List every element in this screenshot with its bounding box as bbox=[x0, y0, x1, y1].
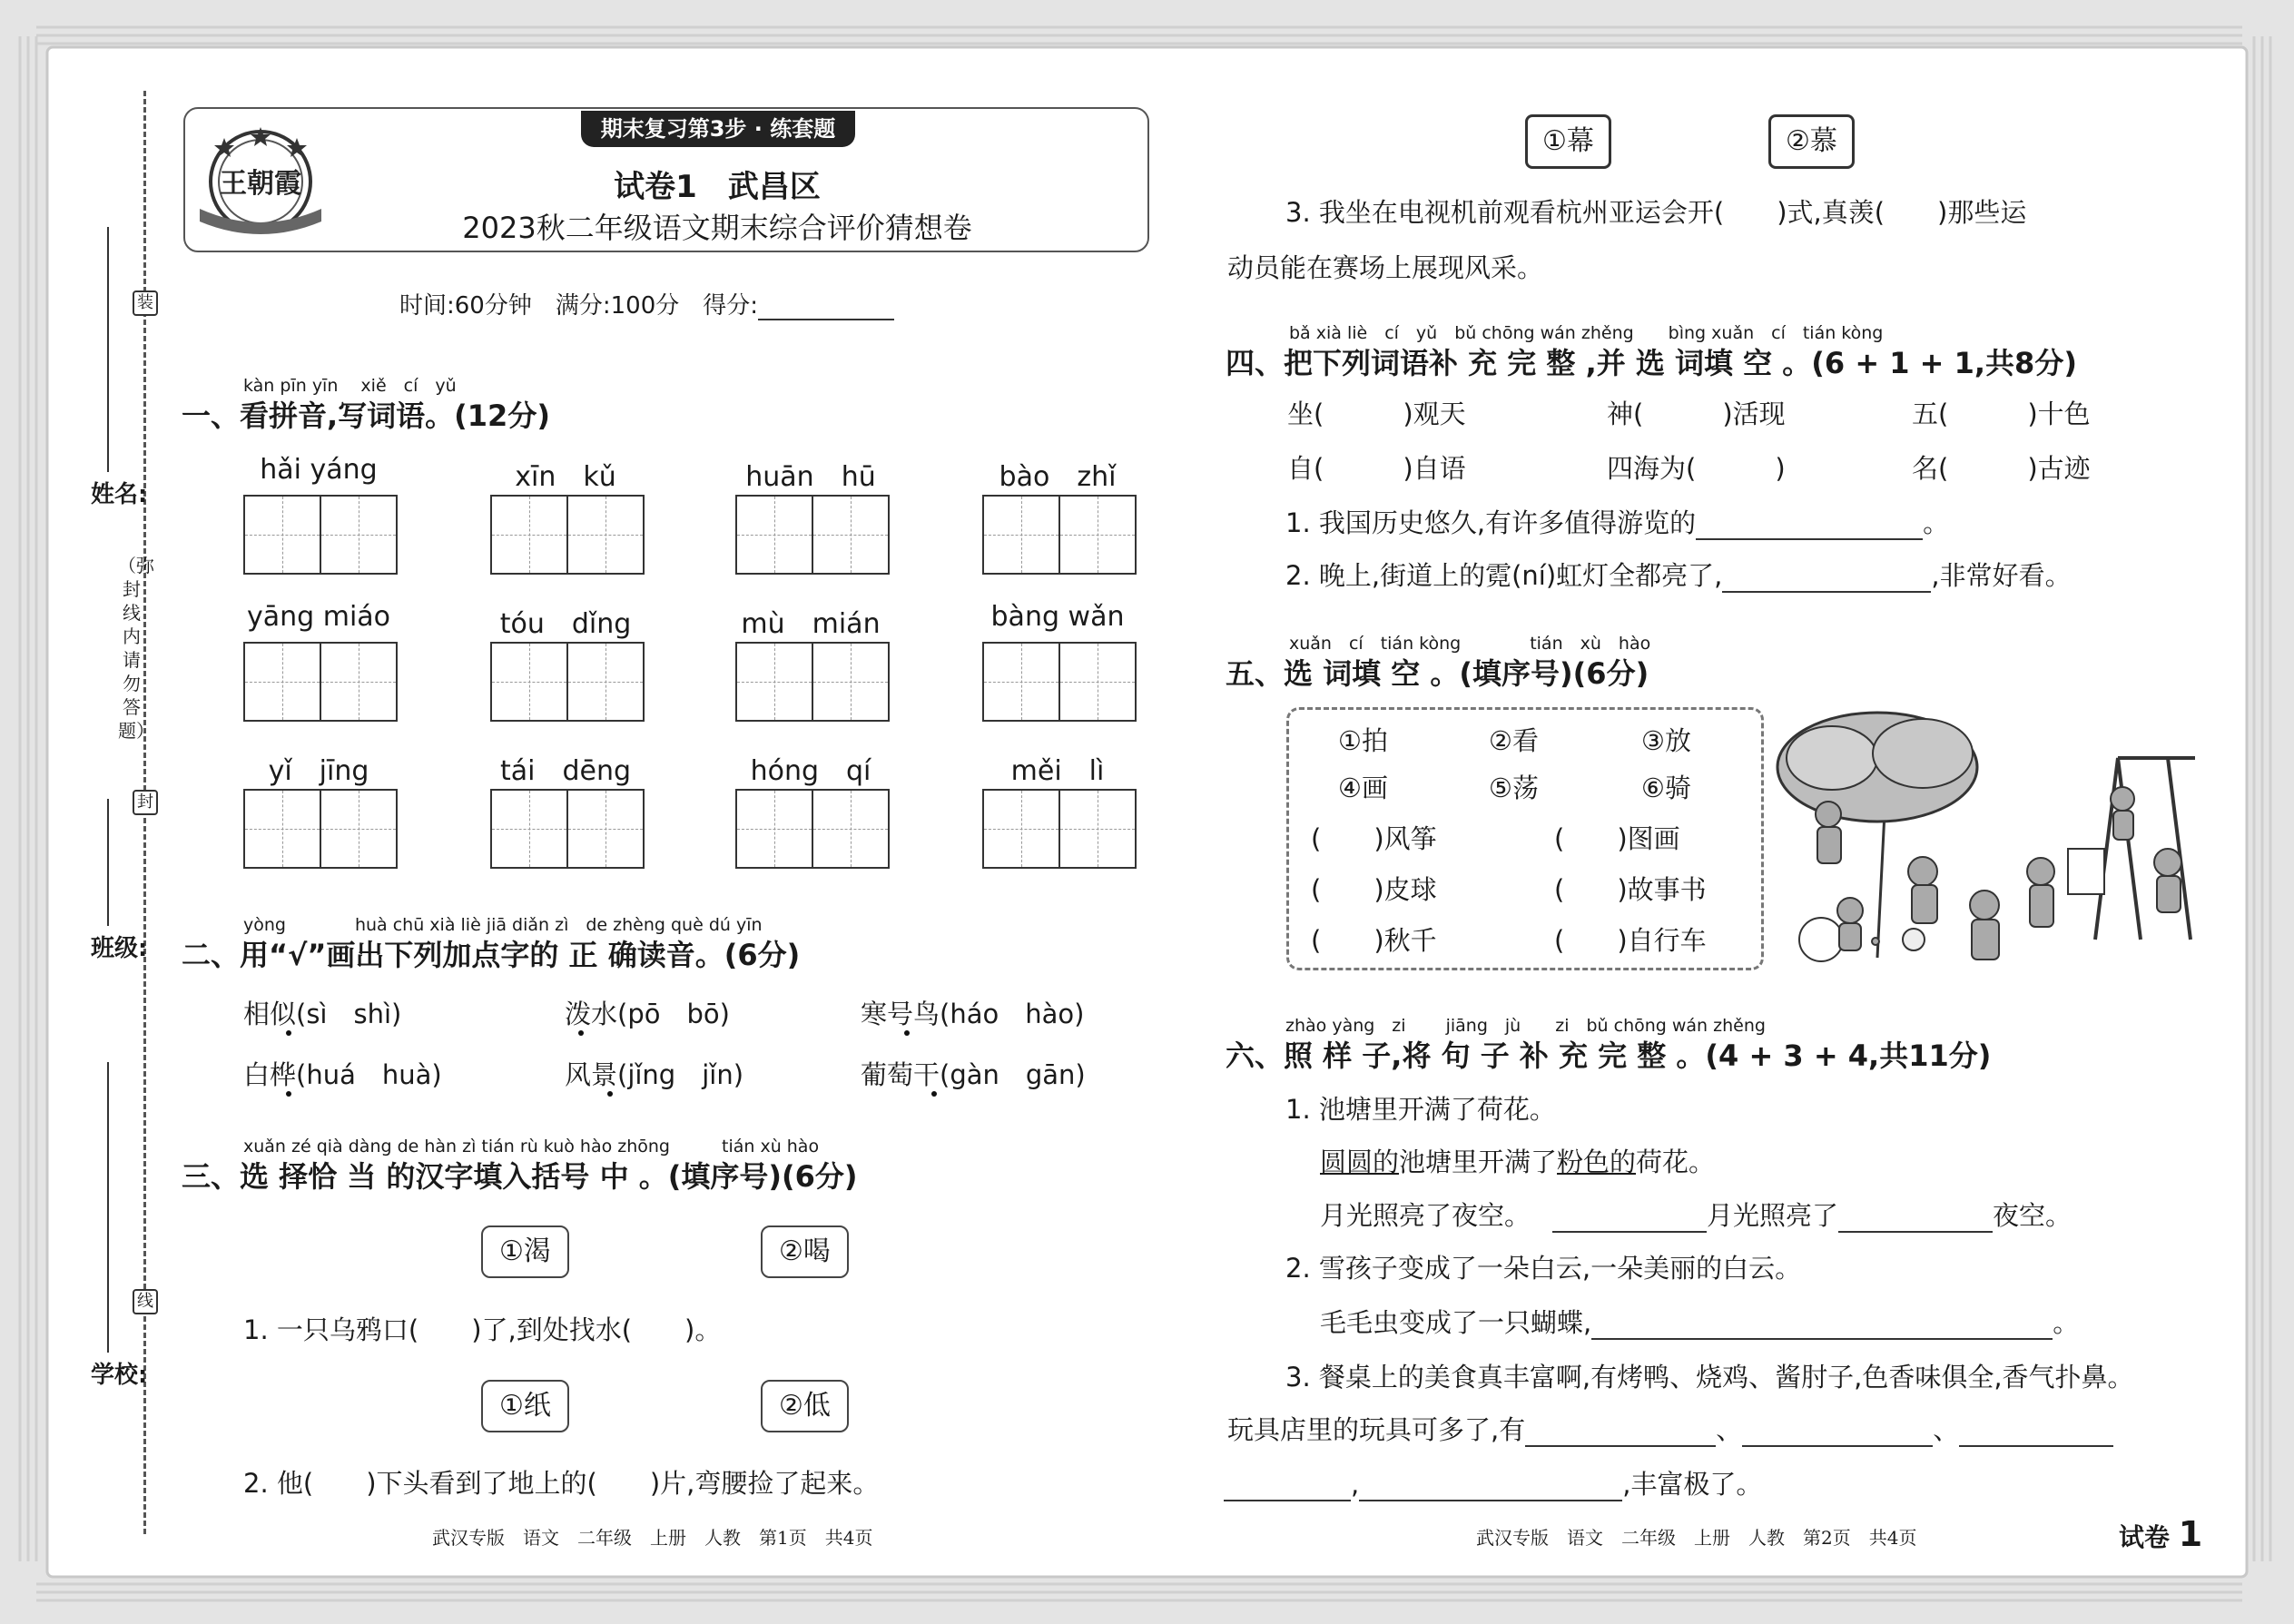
s6-title: 六、照 样 子,将 句 子 补 充 完 整 。(4 + 3 + 4,共11分) bbox=[1226, 1038, 1992, 1073]
class-field[interactable] bbox=[107, 799, 109, 926]
answer-blank[interactable] bbox=[1722, 566, 1931, 593]
grid-cell[interactable] bbox=[984, 791, 1060, 867]
s1-pinyin: kàn pīn yīn xiě cí yǔ bbox=[243, 376, 457, 396]
s5-pinyin: xuǎn cí tián kòng tián xù hào bbox=[1289, 634, 1651, 654]
s1-title: 一、看拼音,写词语。(12分) bbox=[182, 399, 550, 433]
writing-grid[interactable] bbox=[490, 642, 645, 722]
s4-pinyin: bǎ xià liè cí yǔ bǔ chōng wán zhěng bìng xuǎn cí tián kòng bbox=[1289, 323, 1884, 343]
answer-blank[interactable] bbox=[1696, 513, 1923, 540]
grid-cell[interactable] bbox=[492, 644, 568, 720]
s5-blank: ( )秋千 bbox=[1311, 925, 1437, 956]
grid-cell[interactable] bbox=[813, 497, 888, 573]
s3-pinyin: xuǎn zé qià dàng de hàn zì tián rù kuò hào zhōng tián xù hào bbox=[243, 1137, 820, 1156]
s5-option: ②看 bbox=[1489, 725, 1539, 756]
emphasis-dot bbox=[578, 1030, 584, 1036]
grid-cell[interactable] bbox=[1060, 497, 1135, 573]
s5-blank: ( )风筝 bbox=[1311, 823, 1437, 854]
answer-blank[interactable] bbox=[1525, 1420, 1716, 1447]
writing-grid[interactable] bbox=[490, 495, 645, 575]
option-card: ①渴 bbox=[481, 1225, 569, 1278]
score-field[interactable] bbox=[758, 295, 894, 320]
writing-grid[interactable] bbox=[982, 789, 1137, 869]
s6-a3: 玩具店里的玩具可多了,有 、 、 bbox=[1227, 1410, 2113, 1447]
pinyin-prompt: tóu dǐng bbox=[499, 608, 632, 640]
s5-blank: ( )故事书 bbox=[1554, 874, 1707, 905]
exam-info: 时间:60分钟 满分:100分 得分: bbox=[399, 287, 894, 320]
s3-q3-cont: 动员能在赛场上展现风采。 bbox=[1227, 252, 1544, 283]
school-label: 学校: bbox=[91, 1362, 148, 1389]
footer-left: 武汉专版 语文 二年级 上册 人教 第1页 共4页 bbox=[432, 1527, 873, 1549]
pinyin-prompt: mù mián bbox=[741, 608, 881, 640]
exam-subtitle: 2023秋二年级语文期末综合评价猜想卷 bbox=[462, 211, 972, 245]
s4-title: 四、把下列词语补 充 完 整 ,并 选 词填 空 。(6 + 1 + 1,共8分) bbox=[1226, 346, 2077, 380]
s2-pinyin: yòng huà chū xià liè jiā diǎn zì de zhèng què dú yīn bbox=[243, 915, 763, 935]
playground-illustration bbox=[1768, 704, 2195, 971]
s3-q2: 2. 他( )下头看到了地上的( )片,弯腰捡了起来。 bbox=[243, 1468, 880, 1499]
pinyin-prompt: hóng qí bbox=[750, 755, 871, 787]
grid-cell[interactable] bbox=[984, 497, 1060, 573]
answer-blank[interactable] bbox=[1224, 1474, 1351, 1501]
name-field[interactable] bbox=[107, 227, 109, 472]
answer-blank[interactable] bbox=[1742, 1420, 1933, 1447]
s5-option: ①拍 bbox=[1338, 725, 1388, 756]
s2-item: 葡萄干(gàn gān) bbox=[861, 1059, 1086, 1090]
s2-item: 寒号鸟(háo hào) bbox=[861, 999, 1085, 1029]
s6-a3-cont: , ,丰富极了。 bbox=[1224, 1464, 1762, 1501]
pinyin-prompt: měi lì bbox=[1010, 755, 1105, 787]
s5-blank: ( )皮球 bbox=[1311, 874, 1437, 905]
grid-cell[interactable] bbox=[321, 644, 396, 720]
s6-q1: 1. 池塘里开满了荷花。 bbox=[1285, 1094, 1556, 1125]
answer-blank[interactable] bbox=[1838, 1206, 1993, 1233]
idiom: 名( )古迹 bbox=[1912, 453, 2091, 484]
grid-cell[interactable] bbox=[568, 497, 643, 573]
s6-q3: 3. 餐桌上的美食真丰富啊,有烤鸭、烧鸡、酱肘子,色香味俱全,香气扑鼻。 bbox=[1285, 1362, 2134, 1393]
paper-number: 试卷 1 bbox=[2119, 1514, 2203, 1554]
s5-option: ③放 bbox=[1641, 725, 1691, 756]
seal-xian: 线 bbox=[133, 1289, 158, 1314]
emphasis-dot bbox=[607, 1091, 613, 1097]
grid-cell[interactable] bbox=[245, 791, 321, 867]
grid-cell[interactable] bbox=[737, 644, 813, 720]
option-card: ②低 bbox=[761, 1380, 849, 1432]
grid-cell[interactable] bbox=[1060, 791, 1135, 867]
s5-blank: ( )自行车 bbox=[1554, 925, 1707, 956]
grid-cell[interactable] bbox=[568, 791, 643, 867]
idiom: 四海为( ) bbox=[1607, 453, 1786, 484]
writing-grid[interactable] bbox=[243, 789, 398, 869]
s5-blank: ( )图画 bbox=[1554, 823, 1680, 854]
idiom: 坐( )观天 bbox=[1287, 399, 1466, 429]
binding-note: （弥封线内请勿答题） bbox=[118, 555, 154, 742]
option-card: ②喝 bbox=[761, 1225, 849, 1278]
option-card: ②慕 bbox=[1768, 114, 1855, 169]
grid-cell[interactable] bbox=[321, 497, 396, 573]
writing-grid[interactable] bbox=[735, 495, 890, 575]
grid-cell[interactable] bbox=[245, 644, 321, 720]
grid-cell[interactable] bbox=[737, 791, 813, 867]
idiom: 自( )自语 bbox=[1287, 453, 1466, 484]
option-card: ①幕 bbox=[1525, 114, 1611, 169]
seal-zhuang: 装 bbox=[133, 290, 158, 316]
grid-cell[interactable] bbox=[568, 644, 643, 720]
s2-item: 泼水(pō bō) bbox=[565, 999, 730, 1029]
pinyin-prompt: yǐ jīng bbox=[268, 755, 369, 787]
s6-a1: 月光照亮了夜空。 月光照亮了 夜空。 bbox=[1320, 1200, 2072, 1231]
writing-grid[interactable] bbox=[243, 495, 398, 575]
writing-grid[interactable] bbox=[243, 642, 398, 722]
s6-example: 圆圆的池塘里开满了粉色的荷花。 bbox=[1320, 1147, 1716, 1177]
emphasis-dot bbox=[286, 1091, 291, 1097]
school-field[interactable] bbox=[107, 1062, 109, 1353]
s5-option: ⑤荡 bbox=[1489, 773, 1539, 803]
writing-grid[interactable] bbox=[490, 789, 645, 869]
grid-cell[interactable] bbox=[813, 644, 888, 720]
name-label: 姓名: bbox=[91, 481, 148, 508]
writing-grid[interactable] bbox=[735, 789, 890, 869]
s6-pinyin: zhào yàng zi jiāng jù zi bǔ chōng wán zhěng bbox=[1285, 1016, 1766, 1036]
grid-cell[interactable] bbox=[737, 497, 813, 573]
pinyin-prompt: bào zhǐ bbox=[999, 461, 1117, 493]
publisher-logo bbox=[192, 120, 329, 242]
s4-q2: 2. 晚上,街道上的霓(ní)虹灯全都亮了, ,非常好看。 bbox=[1285, 560, 2072, 591]
grid-cell[interactable] bbox=[813, 791, 888, 867]
answer-blank[interactable] bbox=[1359, 1474, 1622, 1501]
pinyin-prompt: huān hū bbox=[745, 461, 876, 493]
s4-q1: 1. 我国历史悠久,有许多值得游览的 。 bbox=[1285, 507, 1950, 538]
s3-q1: 1. 一只乌鸦口( )了,到处找水( )。 bbox=[243, 1314, 722, 1345]
grid-cell[interactable] bbox=[245, 497, 321, 573]
seal-feng: 封 bbox=[133, 790, 158, 815]
grid-cell[interactable] bbox=[1060, 644, 1135, 720]
pinyin-prompt: xīn kǔ bbox=[515, 461, 616, 493]
grid-cell[interactable] bbox=[321, 791, 396, 867]
s3-title: 三、选 择恰 当 的汉字填入括号 中 。(填序号)(6分) bbox=[182, 1159, 858, 1194]
emphasis-dot bbox=[931, 1091, 937, 1097]
s6-a2: 毛毛虫变成了一只蝴蝶, 。 bbox=[1320, 1307, 2080, 1338]
s5-title: 五、选 词填 空 。(填序号)(6分) bbox=[1226, 656, 1649, 691]
answer-blank[interactable] bbox=[1591, 1313, 2053, 1340]
s3-q3: 3. 我坐在电视机前观看杭州亚运会开( )式,真羡( )那些运 bbox=[1285, 197, 2027, 228]
emphasis-dot bbox=[286, 1030, 291, 1036]
s2-title: 二、用“√”画出下列加点字的 正 确读音。(6分) bbox=[182, 938, 801, 972]
grid-cell[interactable] bbox=[492, 791, 568, 867]
writing-grid[interactable] bbox=[982, 642, 1137, 722]
writing-grid[interactable] bbox=[982, 495, 1137, 575]
s6-q2: 2. 雪孩子变成了一朵白云,一朵美丽的白云。 bbox=[1285, 1253, 1802, 1284]
pinyin-prompt: yāng miáo bbox=[246, 601, 391, 633]
grid-cell[interactable] bbox=[984, 644, 1060, 720]
s5-option: ⑥骑 bbox=[1641, 773, 1691, 803]
review-badge: 期末复习第3步 · 练套题 bbox=[581, 111, 855, 147]
pinyin-prompt: bàng wǎn bbox=[990, 601, 1125, 633]
pinyin-prompt: hǎi yáng bbox=[260, 454, 378, 486]
s2-item: 白桦(huá huà) bbox=[243, 1059, 442, 1090]
s2-item: 风景(jǐng jǐn) bbox=[565, 1059, 744, 1090]
exam-title: 试卷1 武昌区 bbox=[614, 169, 821, 205]
emphasis-dot bbox=[904, 1030, 910, 1036]
grid-cell[interactable] bbox=[492, 497, 568, 573]
footer-right: 武汉专版 语文 二年级 上册 人教 第2页 共4页 bbox=[1476, 1527, 1917, 1549]
svg-text:王朝霞: 王朝霞 bbox=[220, 168, 301, 200]
idiom: 五( )十色 bbox=[1912, 399, 2091, 429]
answer-blank[interactable] bbox=[1552, 1206, 1707, 1233]
s5-option: ④画 bbox=[1338, 773, 1388, 803]
s2-item: 相似(sì shì) bbox=[243, 999, 402, 1029]
option-card: ①纸 bbox=[481, 1380, 569, 1432]
answer-blank[interactable] bbox=[1959, 1420, 2113, 1447]
class-label: 班级: bbox=[91, 935, 148, 962]
writing-grid[interactable] bbox=[735, 642, 890, 722]
pinyin-prompt: tái dēng bbox=[499, 755, 632, 787]
idiom: 神( )活现 bbox=[1607, 399, 1786, 429]
